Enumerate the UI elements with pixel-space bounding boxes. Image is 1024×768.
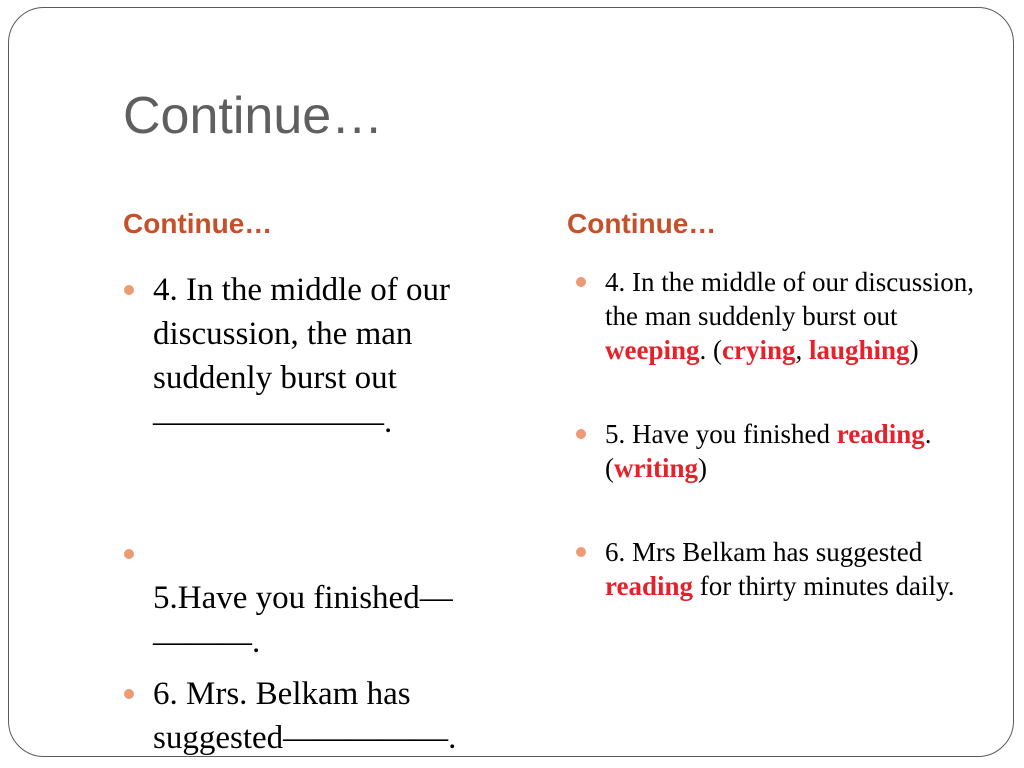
left-item-4-text: 4. In the middle of our discussion, the man suddenly burst out———————. — [153, 272, 450, 440]
right-item-6-answer: reading — [605, 571, 694, 601]
left-item-5-text: 5.Have you finished— ———. — [153, 580, 453, 660]
right-item-4-answer: weeping — [605, 335, 700, 365]
right-item-6-prefix: 6. Mrs Belkam has suggested — [605, 537, 923, 567]
left-item-4 — [153, 268, 523, 444]
left-item-6-text: 6. Mrs. Belkam has suggested—————. — [153, 676, 457, 756]
right-item-5-alt1: writing — [614, 453, 698, 483]
right-item-6-suffix: for thirty minutes daily. — [693, 571, 955, 601]
left-column-heading: Continue… — [123, 208, 273, 239]
left-question-list — [153, 268, 523, 760]
right-item-4-mid2: , — [795, 335, 809, 365]
right-item-5-answer: reading — [836, 419, 925, 449]
right-item-6 — [605, 535, 995, 603]
right-item-5-prefix: 5. Have you finished — [605, 419, 837, 449]
right-item-4 — [605, 265, 995, 367]
right-item-5-suffix: ) — [698, 453, 707, 483]
right-answer-list — [605, 265, 995, 603]
right-item-4-suffix: ) — [909, 335, 919, 365]
right-column-heading: Continue… — [567, 208, 717, 239]
right-item-4-mid1: . ( — [699, 335, 722, 365]
right-item-4-prefix: 4. In the middle of our discussion, the man suddenly burst out — [605, 267, 974, 331]
right-item-4-alt2: laughing — [809, 335, 910, 365]
right-item-4-alt1: crying — [722, 335, 796, 365]
left-item-6 — [153, 672, 523, 760]
left-item-5 — [153, 532, 523, 664]
slide-frame — [8, 7, 1014, 757]
right-item-5 — [605, 417, 995, 485]
right-item-5-mid1: . ( — [605, 419, 932, 483]
slide-title: Continue… — [123, 87, 384, 145]
